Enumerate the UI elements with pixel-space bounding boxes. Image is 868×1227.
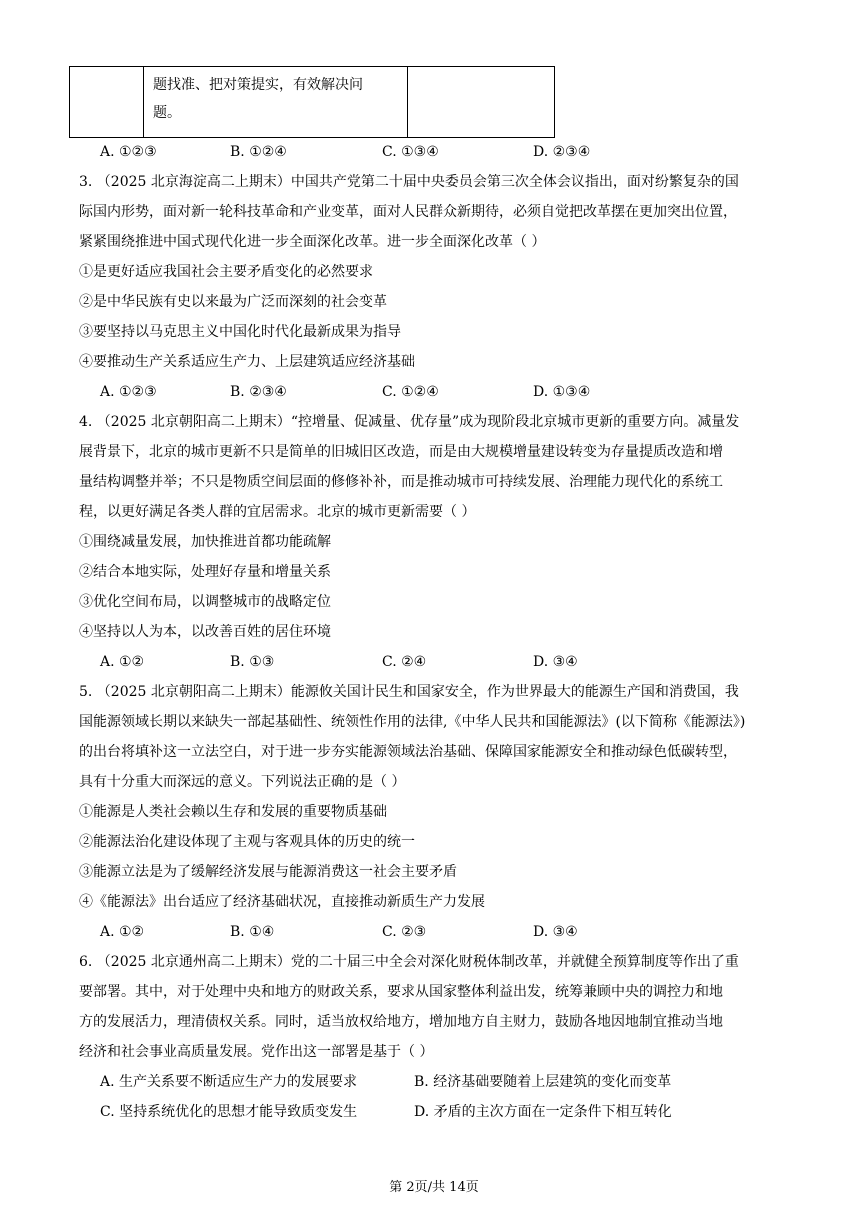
statement: ①能源是人类社会赖以生存和发展的重要物质基础 [79, 804, 387, 820]
statement: ①围绕减量发展，加快推进首都功能疏解 [79, 534, 331, 550]
q6-options-row2 [100, 1097, 789, 1127]
statement: ③能源立法是为了缓解经济发展与能源消费这一社会主要矛盾 [79, 864, 457, 880]
questions-content [79, 137, 789, 1127]
page-number: 第 2页/共 14页 [389, 1180, 479, 1195]
option-a: A. ①②③ [100, 384, 157, 400]
question-stem-line: 国能源领域长期以来缺失一部起基础性、统领性作用的法律,《中华人民共和国能源法》(以下简称《能源法》) [79, 714, 746, 730]
table-cell-text [144, 67, 408, 138]
option-c: C. ②④ [382, 654, 427, 670]
question-4 [79, 407, 789, 677]
question-stem-line: 4. （2025 北京朝阳高二上期末）“控增量、促减量、优存量”成为现阶段北京城市更新的重要方向。减量发 [79, 414, 740, 430]
question-stem-line: 5. （2025 北京朝阳高二上期末）能源攸关国计民生和国家安全，作为世界最大的能源生产国和消费国，我 [79, 684, 739, 700]
table-cell-line: 题找准、把对策提实，有效解决问 [153, 77, 363, 93]
q2-options [100, 137, 789, 167]
statement: ①是更好适应我国社会主要矛盾变化的必然要求 [79, 264, 373, 280]
option-b: B. ①④ [230, 924, 275, 940]
option-c: C. ②③ [382, 924, 427, 940]
question-stem-line: 展背景下，北京的城市更新不只是简单的旧城旧区改造，而是由大规模增量建设转变为存量提质改造和增 [79, 444, 723, 460]
statement: ②是中华民族有史以来最为广泛而深刻的社会变革 [79, 294, 387, 310]
q5-options [100, 917, 789, 947]
table-cell-empty-left [70, 67, 144, 138]
question-stem-line: 量结构调整并举；不只是物质空间层面的修修补补，而是推动城市可持续发展、治理能力现代化的系统工 [79, 474, 723, 490]
option-d: D. ③④ [533, 924, 578, 940]
question-stem-line: 经济和社会事业高质量发展。党作出这一部署是基于（ ） [79, 1044, 434, 1060]
option-d: D. ②③④ [533, 144, 591, 160]
question-3 [79, 167, 789, 407]
question-stem-line: 6. （2025 北京通州高二上期末）党的二十届三中全会对深化财税体制改革，并就健全预算制度等作出了重 [79, 954, 739, 970]
q4-options [100, 647, 789, 677]
statement: ④坚持以人为本，以改善百姓的居住环境 [79, 624, 331, 640]
option-d: D. ③④ [533, 654, 578, 670]
option-c: C. 坚持系统优化的思想才能导致质变发生 [100, 1104, 358, 1120]
option-d: D. 矛盾的主次方面在一定条件下相互转化 [414, 1104, 672, 1120]
question-5 [79, 677, 789, 947]
question-stem-line: 紧紧围绕推进中国式现代化进一步全面深化改革。进一步全面深化改革（ ） [79, 234, 546, 250]
question-stem-line: 方的发展活力，理清债权关系。同时，适当放权给地方，增加地方自主财力，鼓励各地因地制宜推动当地 [79, 1014, 723, 1030]
question-stem-line: 具有十分重大而深远的意义。下列说法正确的是（ ） [79, 774, 406, 790]
option-c: C. ①③④ [382, 144, 439, 160]
statement: ④《能源法》出台适应了经济基础状况，直接推动新质生产力发展 [79, 894, 485, 910]
option-b: B. ①③ [230, 654, 275, 670]
question-stem-line: 要部署。其中，对于处理中央和地方的财政关系，要求从国家整体利益出发，统筹兼顾中央的调控力和地 [79, 984, 723, 1000]
question-stem-line: 程，以更好满足各类人群的宜居需求。北京的城市更新需要（ ） [79, 504, 476, 520]
option-b: B. ①②④ [230, 144, 287, 160]
option-b: B. ②③④ [230, 384, 287, 400]
statement: ②能源法治化建设体现了主观与客观具体的历史的统一 [79, 834, 415, 850]
question-6 [79, 947, 789, 1127]
question-stem-line: 际国内形势，面对新一轮科技革命和产业变革，面对人民群众新期待，必须自觉把改革摆在更加突出位置， [79, 204, 737, 220]
question-stem-line: 的出台将填补这一立法空白，对于进一步夯实能源领域法治基础、保障国家能源安全和推动绿色低碳转型， [79, 744, 737, 760]
q3-options [100, 377, 789, 407]
option-a: A. ①② [100, 654, 145, 670]
statement: ③要坚持以马克思主义中国化时代化最新成果为指导 [79, 324, 401, 340]
table-cell-empty-right [408, 67, 555, 138]
statement: ②结合本地实际，处理好存量和增量关系 [79, 564, 331, 580]
question-stem-line: 3. （2025 北京海淀高二上期末）中国共产党第二十届中央委员会第三次全体会议指出，面对纷繁复杂的国 [79, 174, 739, 190]
table-fragment [69, 66, 555, 138]
table-cell-line: 题。 [153, 105, 181, 121]
option-a: A. ①②③ [100, 144, 157, 160]
option-c: C. ①②④ [382, 384, 439, 400]
option-d: D. ①③④ [533, 384, 591, 400]
statement: ③优化空间布局，以调整城市的战略定位 [79, 594, 331, 610]
option-a: A. 生产关系要不断适应生产力的发展要求 [100, 1074, 358, 1090]
option-b: B. 经济基础要随着上层建筑的变化而变革 [414, 1074, 672, 1090]
statement: ④要推动生产关系适应生产力、上层建筑适应经济基础 [79, 354, 415, 370]
option-a: A. ①② [100, 924, 145, 940]
q6-options-row1 [100, 1067, 789, 1097]
